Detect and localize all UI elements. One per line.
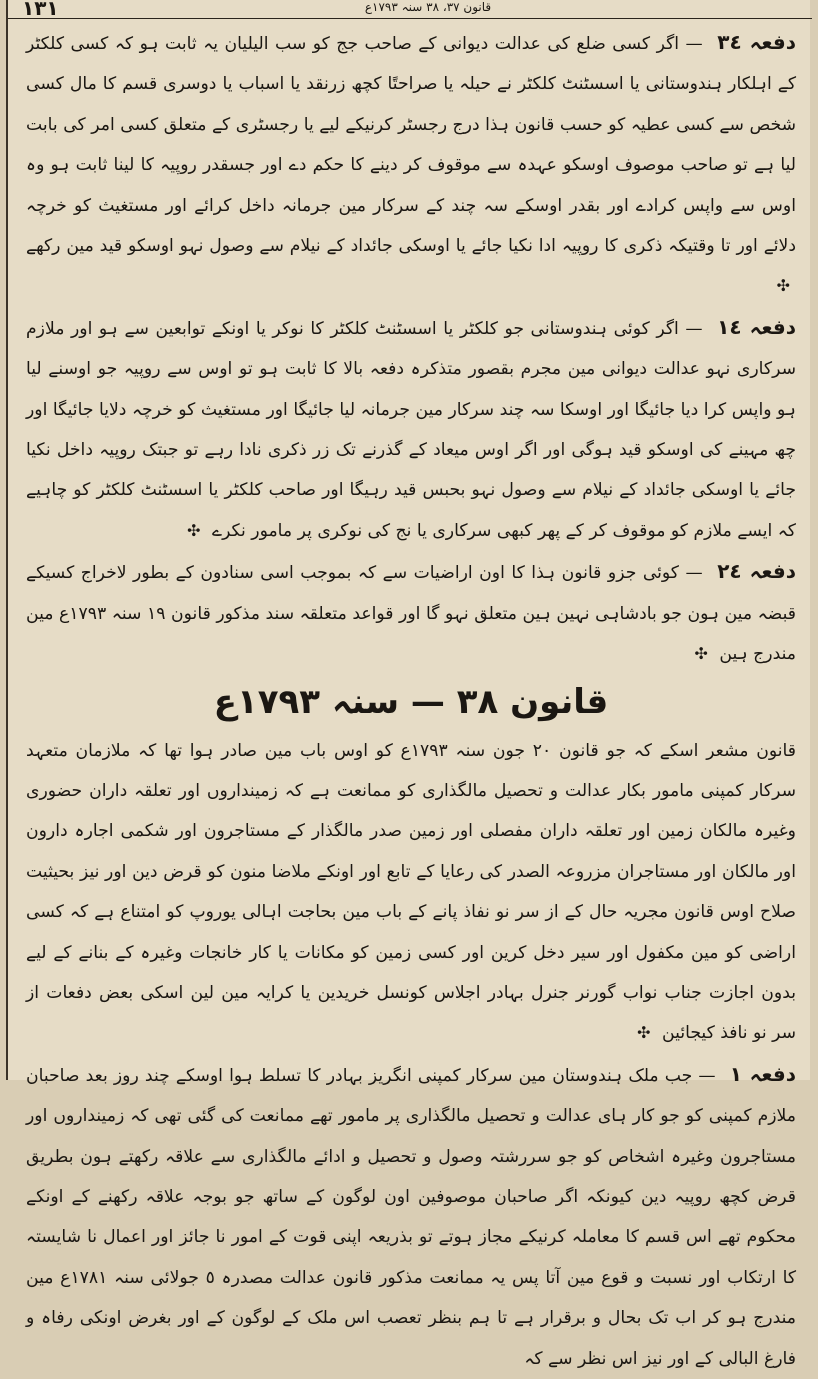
ornament-icon: ✣ — [776, 276, 790, 296]
section-text: — اگر کسی ضلع کی عدالت دیوانی کے صاحب جج کو سب الیلیان یہ ثابت ہو کہ کسی کلکٹر کے اہلکار ہندوستانی یا اسسٹنٹ کلکٹر نے حیلہ یا صراحتًا کچھ زرنقد یا اسباب یا دوسری قسم کا مال کسی شخص سے کسی عطیہ کو حسب قانون ہذا درج رجسٹر کرنیکے لیے یا رجسٹری کے متعلق کسی امر کی بابت لیا ہے تو صاحب موصوف اوسکو عہدہ سے موقوف کر دینے کا حکم دے اور جسقدر روپیہ کا لینا ثابت ہو وہ اوس سے واپس کرادے اور بقدر اوسکے سہ چند کے سرکار مین جرمانہ داخل کرائے اور مستغیث کو خرچہ دلائے اور تا وقتیکہ ذکری کا روپیہ ادا نکیا جائے یا اوسکی جائداد کے نیلام سے وصول نہو اوسکو قید مین رکھے — [26, 34, 796, 257]
section-label: دفعہ ١ — [729, 1061, 796, 1086]
ornament-icon: ✣ — [637, 1023, 651, 1043]
book-page — [6, 0, 810, 1369]
ornament-icon: ✣ — [694, 644, 708, 664]
page-number: ١٣١ — [22, 0, 59, 20]
section-text: — کوئی جزو قانون ہذا کا اون اراضیات سے کہ بموجب اسی سنادون کے بطور لاخراج کسیکے قبضہ مین ہون جو بادشاہی نہین ہین متعلق نہو گا اور قواعد متعلقہ سند مذکور قانون ١٩ سنہ ١٧٩٣ع مین مندرج ہین — [26, 563, 796, 665]
section-paragraph-24 — [26, 551, 796, 674]
preamble-paragraph — [26, 731, 796, 1054]
section-label: دفعہ ١٤ — [717, 314, 797, 339]
section-text: — اگر کوئی ہندوستانی جو کلکٹر یا اسسٹنٹ کلکٹر کا نوکر یا اونکے توابعین سے ہو اور ملازم سرکاری نہو عدالت دیوانی مین مجرم بقصور متذکرہ دفعہ بالا کا ثابت ہو تو اوس سے روپیہ جو اوسنے لیا ہو واپس کرا دیا جائیگا اور اوسکا سہ چند سرکار مین جرمانہ لیا جائیگا اور مستغیث کو خرچہ دلایا جائیگا اور چھ مہینے کی اوسکو قید ہوگی اور اگر اوس میعاد کے گذرنے تک زر ذکری نادا رہے تو جبتک روپیہ داخل نکیا جائے یا اوسکی جائداد کے نیلام سے وصول نہو بحبس قید رہیگا اور صاحب کلکٹر یا اسسٹنٹ کلکٹر کو چاہیے کہ ایسے ملازم کو موقوف کر کے پھر کبھی سرکاری یا نج کی نوکری پر مامور نکرے — [26, 318, 796, 541]
section-paragraph-14 — [26, 307, 796, 551]
section-paragraph-34 — [26, 22, 796, 307]
section-label: دفعہ ٢٤ — [717, 559, 796, 584]
page-header — [8, 0, 812, 19]
section-text: — جب ملک ہندوستان مین سرکار کمپنی انگریز بہادر کا تسلط ہوا اوسکے چند روز بعد صاحبان ملازم کمپنی کو جو کار ہای عدالت و تحصیل مالگذاری پر مامور تھے ممانعت کی گئی تھی کہ زمینداروں اور مستاجرون وغیرہ اشخاص کو جو سررشتہ وصول و تحصیل و ادائے مالگذاری سے علاقہ رکھتے ہون بطریق قرض کچھ روپیہ دین کیونکہ اگر صاحبان موصوفین اون لوگون کے ساتھ جو بوجہ علاقہ رکھنے کے اونکے محکوم تھے اس قسم کا معاملہ کرنیکے مجاز ہوتے تو بذریعہ اپنی قوت کے امور نا جائز اور اعمال نا شایستہ کا ارتکاب اور نسبت و قوع مین آتا پس یہ ممانعت مذکور قانون عدالت مصدرہ ٥ جولائی سنہ ١٧٨١ع مین مندرج ہو کر اب تک بحال و برقرار ہے تا ہم بنظر تعصب اس ملک کے لوگون کے اور بغرض اونکی رفاہ و فارغ البالی کے اور نیز اس نظر سے کہ — [26, 1065, 797, 1369]
regulation-heading: قانون ٣٨ — سنہ ١٧٩٣ع — [213, 681, 609, 722]
preamble-text: قانون مشعر اسکے کہ جو قانون ٢٠ جون سنہ ١٧٩٣ع کو اوس باب مین صادر ہوا تھا کہ ملازمان متعہد سرکار کمپنی مامور بکار عدالت و تحصیل مالگذاری کو ممانعت ہے کہ زمینداروں اور تعلقہ داران حضوری وغیرہ مالکان زمین اور تعلقہ داران مفصلی اور زمین صدر مالگذار کے مستاجرون اور شکمی اجارہ دارون اور مالکان اور مستاجران مزروعہ الصدر کی رعایا کے تابع اور اونکے ملاضا منون کو قرض دین اور نیز بحیثیت صلاح اوس قانون مجریہ حال کے از سر نو نفاذ پانے کے باب مین بحاجت اہالی یوروپ کو امتناع ہے کہ کسی اراضی کو مین مکفول اور سیر دخل کرین اور کسی زمین کو مکانات یا کار خانجات وغیرہ کے بنانے کے لیے بدون اجازت جناب نواب گورنر جنرل بہادر اجلاس کونسل خریدین یا کرایہ مین لین اسکی بعض دفعات از سر نو نافذ کیجائین — [26, 740, 796, 1044]
running-head: قانون ٣٧، ٣٨ سنہ ١٧٩٣ع — [364, 0, 492, 14]
ornament-icon: ✣ — [187, 520, 201, 540]
page-body — [26, 22, 796, 1379]
section-label: دفعہ ٣٤ — [717, 30, 797, 54]
section-paragraph-1 — [26, 1054, 796, 1379]
